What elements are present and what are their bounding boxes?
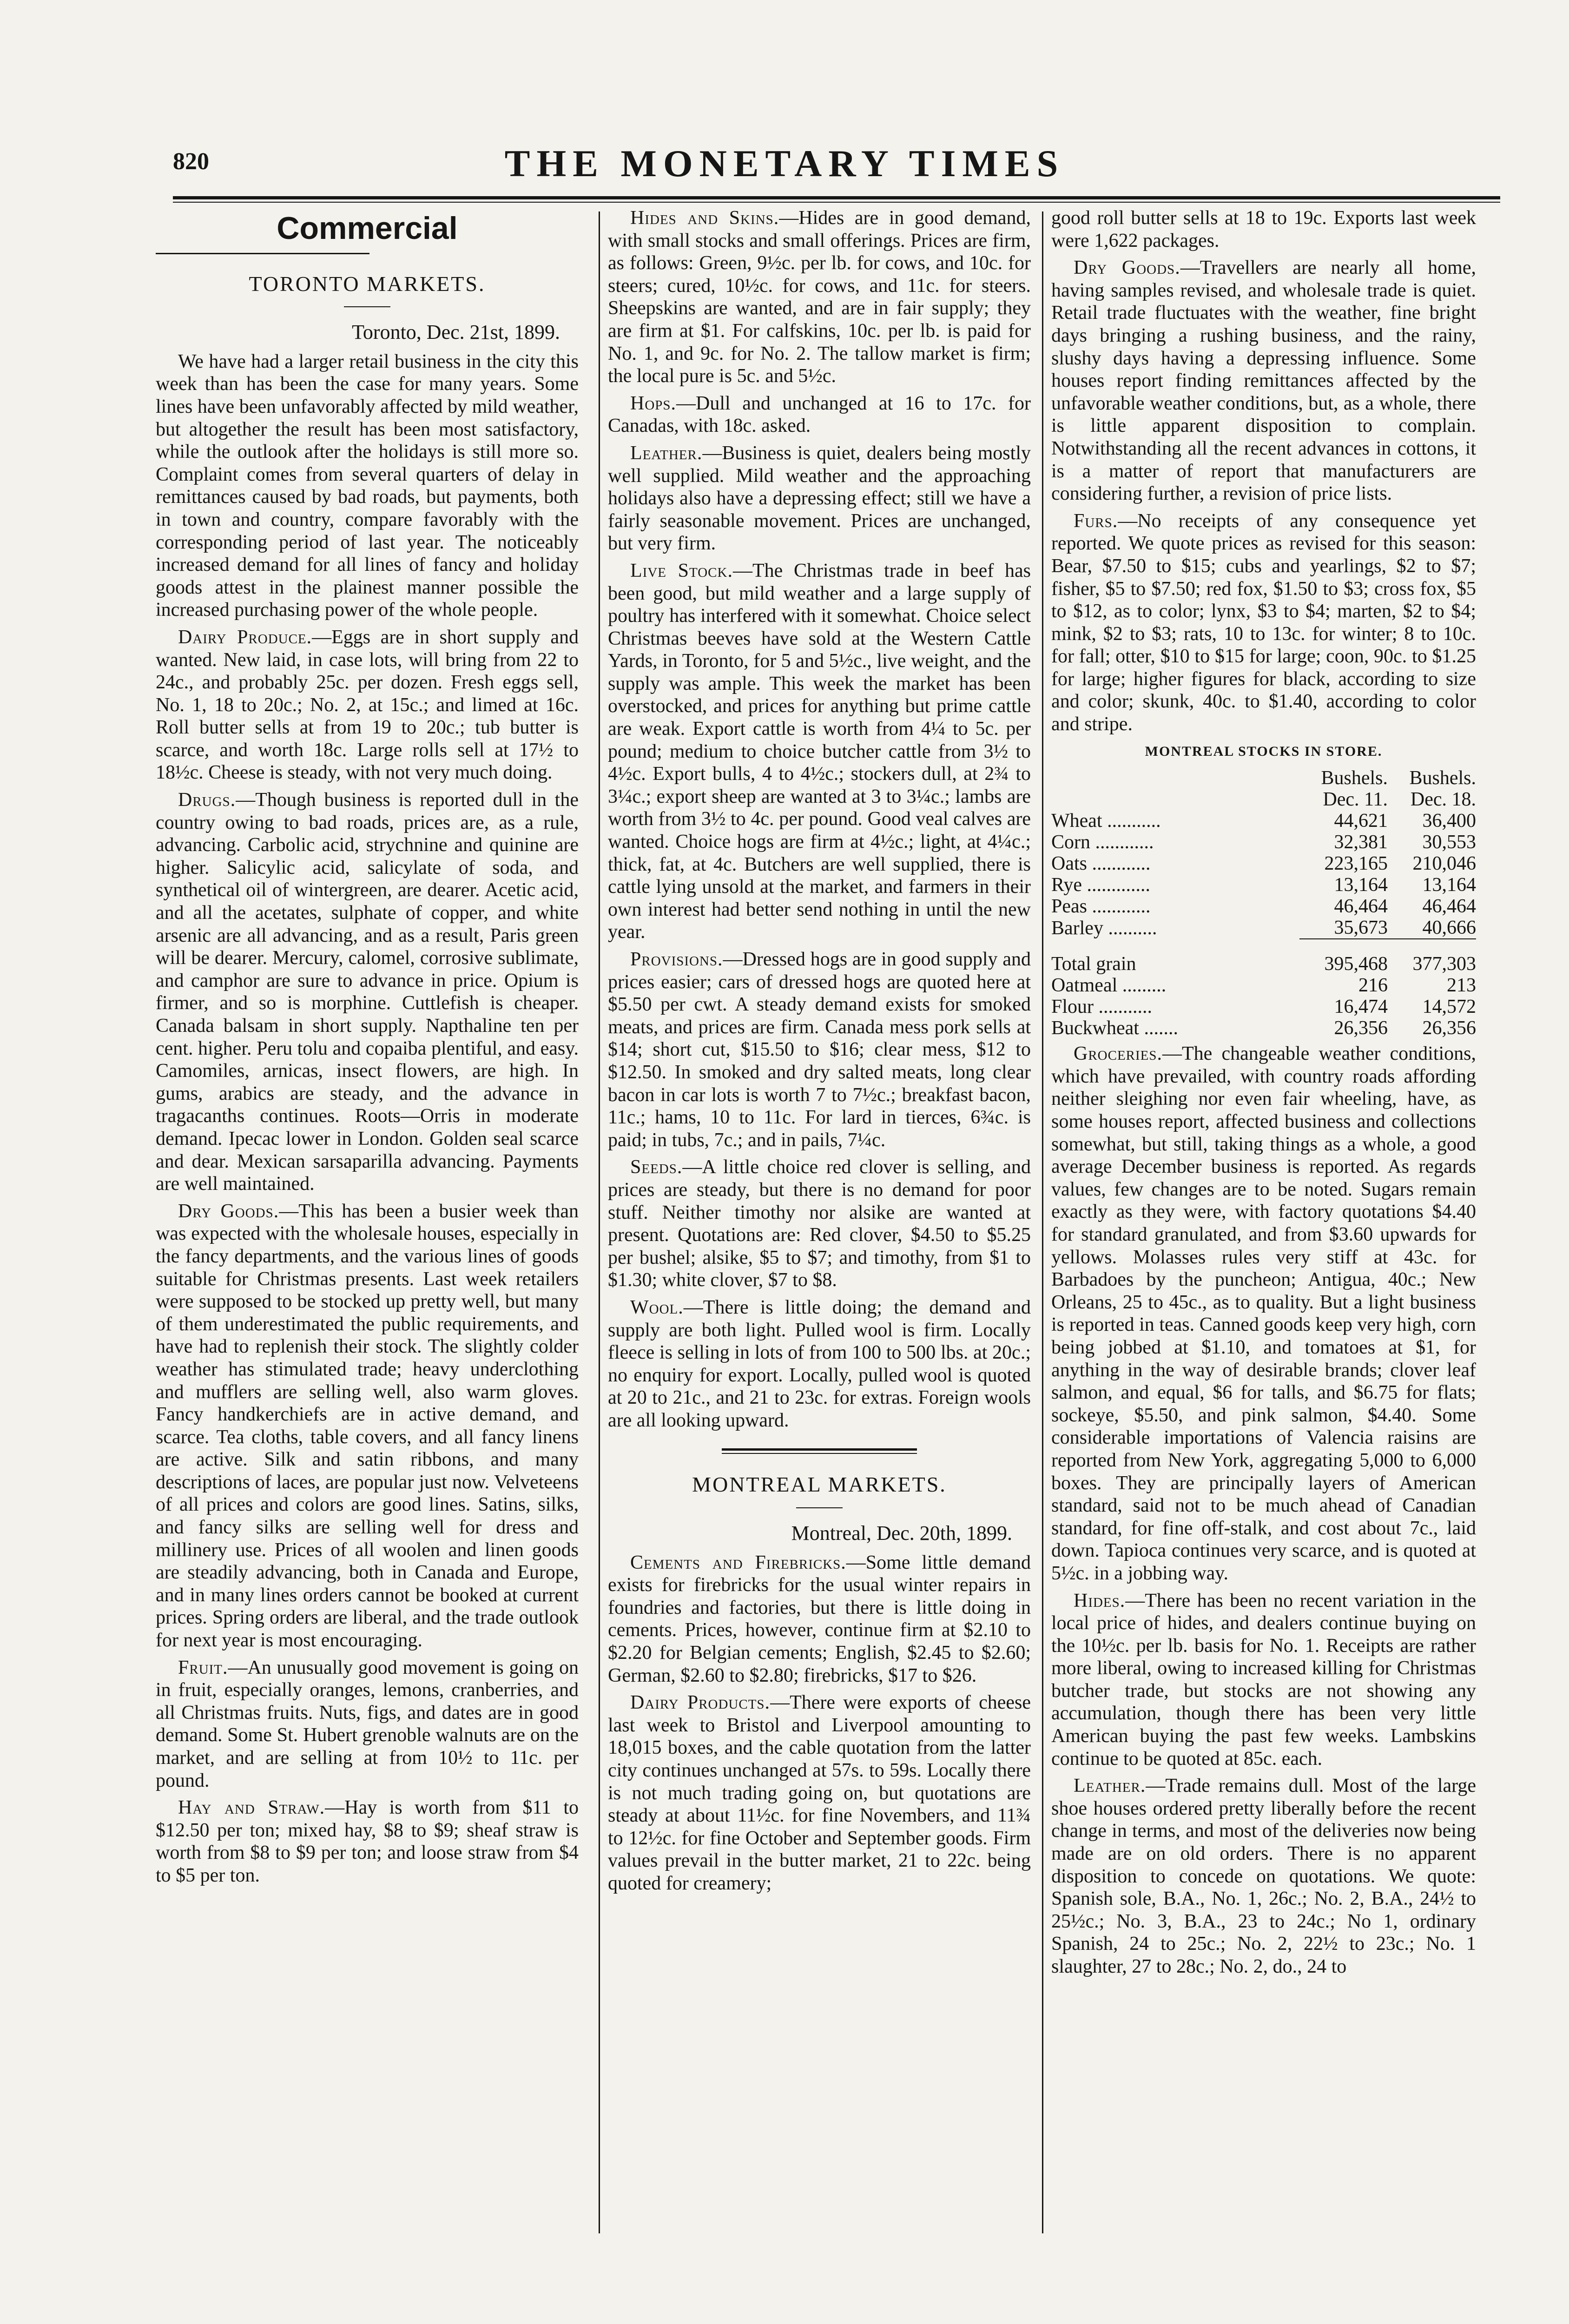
masthead-rule-thin: [173, 202, 1500, 203]
toronto-provisions: Provisions.—Dressed hogs are in good supply and prices easier; cars of dressed hogs are quoted here at $5.50 per cwt. A steady demand exists for smoked meats, and prices are firm. Canada mess pork sells at $14; short cut, $15.50 to $16; clear mess, $12 to $12.50. In smoked and dry salted meats, long clear bacon in car lots is worth 7 to 7½c.; breakfast bacon, 11c.; hams, 10 to 11c. For lard in tierces, 6¾c. is paid; in tubs, 7c.; and in pails, 7¼c.: [608, 949, 1031, 1151]
stocks-table-title: MONTREAL STOCKS IN STORE.: [1145, 743, 1383, 759]
stocks-col2-unit: Bushels.: [1409, 767, 1476, 789]
stocks-row-dec11: 44,621: [1334, 810, 1388, 832]
stocks-col1-unit: Bushels.: [1321, 767, 1388, 789]
section-title: Commercial: [277, 211, 458, 246]
stocks-row: [1051, 874, 1476, 896]
montreal-hides: Hides.—There has been no recent variation in the local price of hides, and dealers continue buying on the 10½c. per lb. basis for No. 1. Receipts are rather more liberal, owing to increased killing for Christmas butcher trade, but stocks are not showing any accumulation, though there has been very little American buying the past few weeks. Lambskins continue to be quoted at 85c. each.: [1051, 1590, 1476, 1769]
column-divider-2: [1042, 211, 1043, 2233]
heading-rule: [344, 306, 390, 307]
stocks-row-dec18: 36,400: [1422, 810, 1476, 832]
stocks-row-dec18: 13,164: [1422, 874, 1476, 896]
stocks-row-dec11: 216: [1358, 975, 1388, 997]
column-3: [1051, 207, 1476, 1983]
montreal-cements-and-firebricks: Cements and Firebricks.—Some little demand exists for firebricks for the usual winter repairs in foundries and factories, but there is little doing in cements. Prices, however, continue firm at $2.10 to $2.20 for Belgian cements; English, $2.45 to $2.60; German, $2.60 to $2.80; firebricks, $17 to $26.: [608, 1552, 1031, 1686]
stocks-row-label: Rye .............: [1051, 874, 1150, 896]
toronto-hay-and-straw: Hay and Straw.—Hay is worth from $11 to $12.50 per ton; mixed hay, $8 to $9; sheaf straw is worth from $8 to $9 per ton; and loose straw from $4 to $5 per ton.: [156, 1797, 579, 1886]
toronto-seeds: Seeds.—A little choice red clover is selling, and prices are steady, but there is no demand for poor stuff. Neither timothy nor alsike are wanted at present. Quotations are: Red clover, $4.50 to $5.25 per bushel; alsike, $5 to $7; and timothy, from $1 to $1.30; white clover, $7 to $8.: [608, 1156, 1031, 1291]
toronto-dairy-produce: Dairy Produce.—Eggs are in short supply and wanted. New laid, in case lots, will bring from 22 to 24c., and probably 25c. per dozen. Fresh eggs sell, No. 1, 18 to 20c.; No. 2, at 15c.; and limed at 16c. Roll butter sells at from 19 to 20c.; tub butter is scarce, and worth 18c. Large rolls sell at 17½ to 18½c. Cheese is steady, with not very much doing.: [156, 626, 579, 784]
toronto-live-stock: Live Stock.—The Christmas trade in beef has been good, but mild weather and a large supply of poultry has interfered with it somewhat. Choice select Christmas beeves have sold at the Western Cattle Yards, in Toronto, for 5 and 5½c., live weight, and the supply was ample. This week the market has been overstocked, and prices for anything but prime cattle are weak. Export cattle is worth from 4¼ to 5c. per pound; medium to choice butcher cattle from 3½ to 4½c. Export bulls, 4 to 4½c.; stockers dull, at 2¾ to 3¼c.; export sheep are wanted at 3 to 3¼c.; lambs are worth from 3½ to 4c. per pound. Good veal calves are wanted. Choice hogs are firm at 4½c.; light, at 4¼c.; thick, fat, at 4c. Butchers are well supplied, there is cattle lying unsold at the market, and farmers in their own interest had better send nothing in until the new year.: [608, 560, 1031, 943]
stocks-row-dec18: 40,666: [1388, 917, 1476, 939]
montreal-groceries: Groceries.—The changeable weather conditions, which have prevailed, with country roads affording neither sleighing nor even fair wheeling, have, as some houses report, affected business and collections somewhat, but still, taking things as a whole, a good average December business is reported. As regards values, few changes are to be noted. Sugars remain exactly as they were, with factory quotations $4.40 for standard granulated, and from $3.60 upwards for yellows. Molasses rules very stiff at 43c. for Barbadoes by the puncheon; Antigua, 40c.; New Orleans, 25 to 45c., as to quality. But a light business is reported in teas. Canned goods keep very high, corn being jobbed at $1.10, and tomatoes at $1, for anything in the way of desirable brands; clover leaf salmon, and equal, $6 for talls, and $6.75 for flats; sockeye, $5.50, and pink salmon, $4.40. Some considerable importations of Valencia raisins are reported from New York, aggregating 5,000 to 6,000 boxes. They are principally layers of American standard, said not to be much ahead of Canadian standard, for fine off-stalk, and cost about 7c., laid down. Tapioca continues very scarce, and is quoted at 5½c. in a jobbing way.: [1051, 1043, 1476, 1584]
montreal-markets-heading: MONTREAL MARKETS.: [692, 1472, 947, 1497]
stocks-row-dec18: 26,356: [1422, 1017, 1476, 1039]
montreal-furs: Furs.—No receipts of any consequence yet reported. We quote prices as revised for this season: Bear, $7.50 to $15; cubs and yearlings, $2 to $7; fisher, $5 to $7.50; red fox, $1.50 to $3; cross fox, $5 to $12, as to color; lynx, $3 to $4; marten, $2 to $4; mink, $2 to $3; rats, 10 to 13c. for winter; 8 to 10c. for fall; otter, $10 to $15 for large; coon, 90c. to $1.25 for large; higher figures for black, according to size and color; skunk, 40c. to $1.40, according to color and stripe.: [1051, 510, 1476, 735]
montreal-dairy-products: Dairy Products.—There were exports of cheese last week to Bristol and Liverpool amounting to 18,015 boxes, and the cable quotation from the latter city continues unchanged at 57s. to 59s. Locally there is not much trading going on, but quotations are steady at about 11½c. for fine Novembers, and 11¾ to 12½c. for fine October and September goods. Firm values prevail in the butter market, 21 to 22c. being quoted for creamery;: [608, 1692, 1031, 1894]
toronto-intro: We have had a larger retail business in the city this week than has been the case for many years. Some lines have been unfavorably affected by mild weather, but altogether the result has been most satisfactory, while the outlook after the holidays is still more so. Complaint comes from several quarters of delay in remittances caused by bad roads, but payments, both in town and country, compare favorably with the corresponding period of last year. The noticeably increased demand for all lines of fancy and holiday goods attest in the plainest manner possible the increased purchasing power of the whole people.: [156, 350, 579, 621]
stocks-total-label: Total grain: [1051, 953, 1136, 975]
page-number: 820: [173, 148, 209, 175]
stocks-row: [1051, 1017, 1476, 1039]
stocks-row-dec11: 26,356: [1334, 1017, 1388, 1039]
stocks-row-label: Oats ............: [1051, 853, 1151, 875]
stocks-row-dec18: 30,553: [1422, 832, 1476, 853]
masthead-rule-thick: [173, 196, 1500, 199]
section-title-rule: [156, 253, 369, 254]
stocks-row-dec18: 46,464: [1422, 896, 1476, 918]
toronto-wool: Wool.—There is little doing; the demand and supply are both light. Pulled wool is firm. Locally fleece is selling in lots of from 100 to 500 lbs. at 20c.; no enquiry for export. Locally, pulled wool is quoted at 20 to 21c., and 21 to 23c. for extras. Foreign wools are all looking upward.: [608, 1296, 1031, 1431]
stocks-col2-date: Dec. 18.: [1410, 789, 1476, 811]
stocks-row-label: Barley ..........: [1051, 917, 1157, 939]
stocks-total-row: [1051, 939, 1476, 975]
stocks-row: [1051, 810, 1476, 832]
toronto-drugs: Drugs.—Though business is reported dull in the country owing to bad roads, prices are, as a rule, advancing. Carbolic acid, strychnine and quinine are higher. Salicylic acid, salicylate of soda, and synthetical oil of wintergreen, are dearer. Acetic acid, and all the acetates, sulphate of copper, and white arsenic are all advancing, and as a result, Paris green will be dearer. Mercury, calomel, corrosive sublimate, and camphor are sure to advance in price. Opium is firmer, and so is morphine. Cuttlefish is cheaper. Canada balsam in short supply. Napthaline ten per cent. higher. Peru tolu and copaiba plentiful, and easy. Camomiles, arnicas, insect flowers, are high. In gums, arabics are steady, and the advance in tragacanths continues. Roots—Orris in moderate demand. Ipecac lower in London. Golden seal scarce and dear. Mexican sarsaparilla advancing. Payments are well maintained.: [156, 789, 579, 1195]
stocks-col1-date: Dec. 11.: [1323, 789, 1388, 811]
stocks-row-dec11: 13,164: [1334, 874, 1388, 896]
stocks-row-label: Wheat ...........: [1051, 810, 1161, 832]
stocks-header-unit-row: [1051, 767, 1476, 789]
section-divider: [722, 1448, 917, 1454]
stocks-row-label: Flour ...........: [1051, 996, 1153, 1018]
stocks-row-label: Buckwheat .......: [1051, 1017, 1178, 1039]
toronto-hops: Hops.—Dull and unchanged at 16 to 17c. for Canadas, with 18c. asked.: [608, 392, 1031, 437]
stocks-row-dec18: 210,046: [1412, 853, 1476, 875]
stocks-row-dec11: 223,165: [1324, 853, 1388, 875]
column-1: [156, 207, 579, 1892]
stocks-row-label: Corn ............: [1051, 832, 1154, 853]
stocks-row: [1051, 896, 1476, 917]
stocks-row: [1051, 832, 1476, 853]
column-2: [608, 207, 1031, 1900]
toronto-dry-goods: Dry Goods.—This has been a busier week than was expected with the wholesale houses, especially in the fancy departments, and the various lines of goods suitable for Christmas presents. Last week retailers were supposed to be stocked up pretty well, but many of them underestimated the public requirements, and have had to replenish their stock. The slightly colder weather has stimulated trade; heavy underclothing and mufflers are selling well, also warm gloves. Fancy handkerchiefs are in active demand, and scarce. Tea cloths, table covers, and all fancy linens are active. Silk and satin ribbons, and many descriptions of laces, are popular just now. Velveteens of all prices and colors are good lines. Satins, silks, and fancy silks are selling well for dress and millinery use. Prices of all woolen and linen goods are steadily advancing, both in Canada and Europe, and in many lines orders cannot be booked at current prices. Spring orders are liberal, and the trade outlook for next year is most encouraging.: [156, 1200, 579, 1651]
stocks-row-dec11: 46,464: [1334, 896, 1388, 918]
stocks-row-dec18: 213: [1447, 975, 1476, 997]
toronto-fruit: Fruit.—An unusually good movement is going on in fruit, especially oranges, lemons, cranberries, and all Christmas fruits. Nuts, figs, and dates are in good demand. Some St. Hubert grenoble walnuts are on the market, and are selling at from 10½ to 11c. per pound.: [156, 1657, 579, 1791]
column-divider-1: [599, 211, 600, 2233]
stocks-row: [1051, 996, 1476, 1017]
stocks-total-b: 377,303: [1412, 953, 1476, 975]
stocks-header-date-row: [1051, 789, 1476, 810]
toronto-leather: Leather.—Business is quiet, dealers being mostly well supplied. Mild weather and the approaching holidays also have a depressing effect; still we have a fairly seasonable movement. Prices are unchanged, but very firm.: [608, 442, 1031, 555]
stocks-row-label: Peas ............: [1051, 896, 1151, 918]
montreal-dateline: Montreal, Dec. 20th, 1899.: [791, 1522, 1012, 1545]
stocks-row-dec11: 16,474: [1334, 996, 1388, 1018]
montreal-dairy-continued: good roll butter sells at 18 to 19c. Exports last week were 1,622 packages.: [1051, 207, 1476, 251]
montreal-heading-rule: [796, 1507, 843, 1508]
montreal-dry-goods: Dry Goods.—Travellers are nearly all home, having samples revised, and wholesale trade is quiet. Retail trade fluctuates with the weather, fine bright days bringing a rushing business, and the rainy, slushy days having a depressing influence. Some houses report finding remittances affected by the unfavorable weather conditions, but, as a whole, there is little apparent disposition to complain. Notwithstanding all the recent advances in cottons, it is a matter of report that manufacturers are considering further, a revision of price lists.: [1051, 257, 1476, 505]
montreal-leather: Leather.—Trade remains dull. Most of the large shoe houses ordered pretty liberally before the recent change in terms, and most of the deliveries now being made are on old orders. There is no apparent disposition to concede on quotations. We quote: Spanish sole, B.A., No. 1, 26c.; No. 2, B.A., 24½ to 25½c.; No. 3, B.A., 23 to 24c.; No 1, ordinary Spanish, 24 to 25c.; No. 2, 22½ to 23c.; No. 1 slaughter, 27 to 28c.; No. 2, do., 24 to: [1051, 1775, 1476, 1977]
stocks-row-dec11: 32,381: [1334, 832, 1388, 853]
stocks-row-dec18: 14,572: [1422, 996, 1476, 1018]
masthead: THE MONETARY TIMES: [504, 142, 1065, 185]
stocks-table: [1051, 767, 1476, 1039]
stocks-row: [1051, 853, 1476, 874]
stocks-row: [1051, 917, 1476, 939]
toronto-dateline: Toronto, Dec. 21st, 1899.: [352, 321, 560, 344]
toronto-markets-heading: TORONTO MARKETS.: [249, 271, 486, 296]
stocks-row: [1051, 975, 1476, 996]
stocks-row-label: Oatmeal .........: [1051, 975, 1167, 997]
stocks-total-a: 395,468: [1324, 953, 1388, 975]
stocks-row-dec11: 35,673: [1299, 917, 1388, 939]
toronto-hides-and-skins: Hides and Skins.—Hides are in good demand, with small stocks and small offerings. Prices are firm, as follows: Green, 9½c. per lb. for cows, and 10c. for steers; cured, 10½c. for cows, and 11c. for steers. Sheepskins are wanted, and are in fair supply; they are firm at $1. For calfskins, 10c. per lb. is paid for No. 1, and 9c. for No. 2. The tallow market is firm; the local pure is 5c. and 5½c.: [608, 207, 1031, 387]
